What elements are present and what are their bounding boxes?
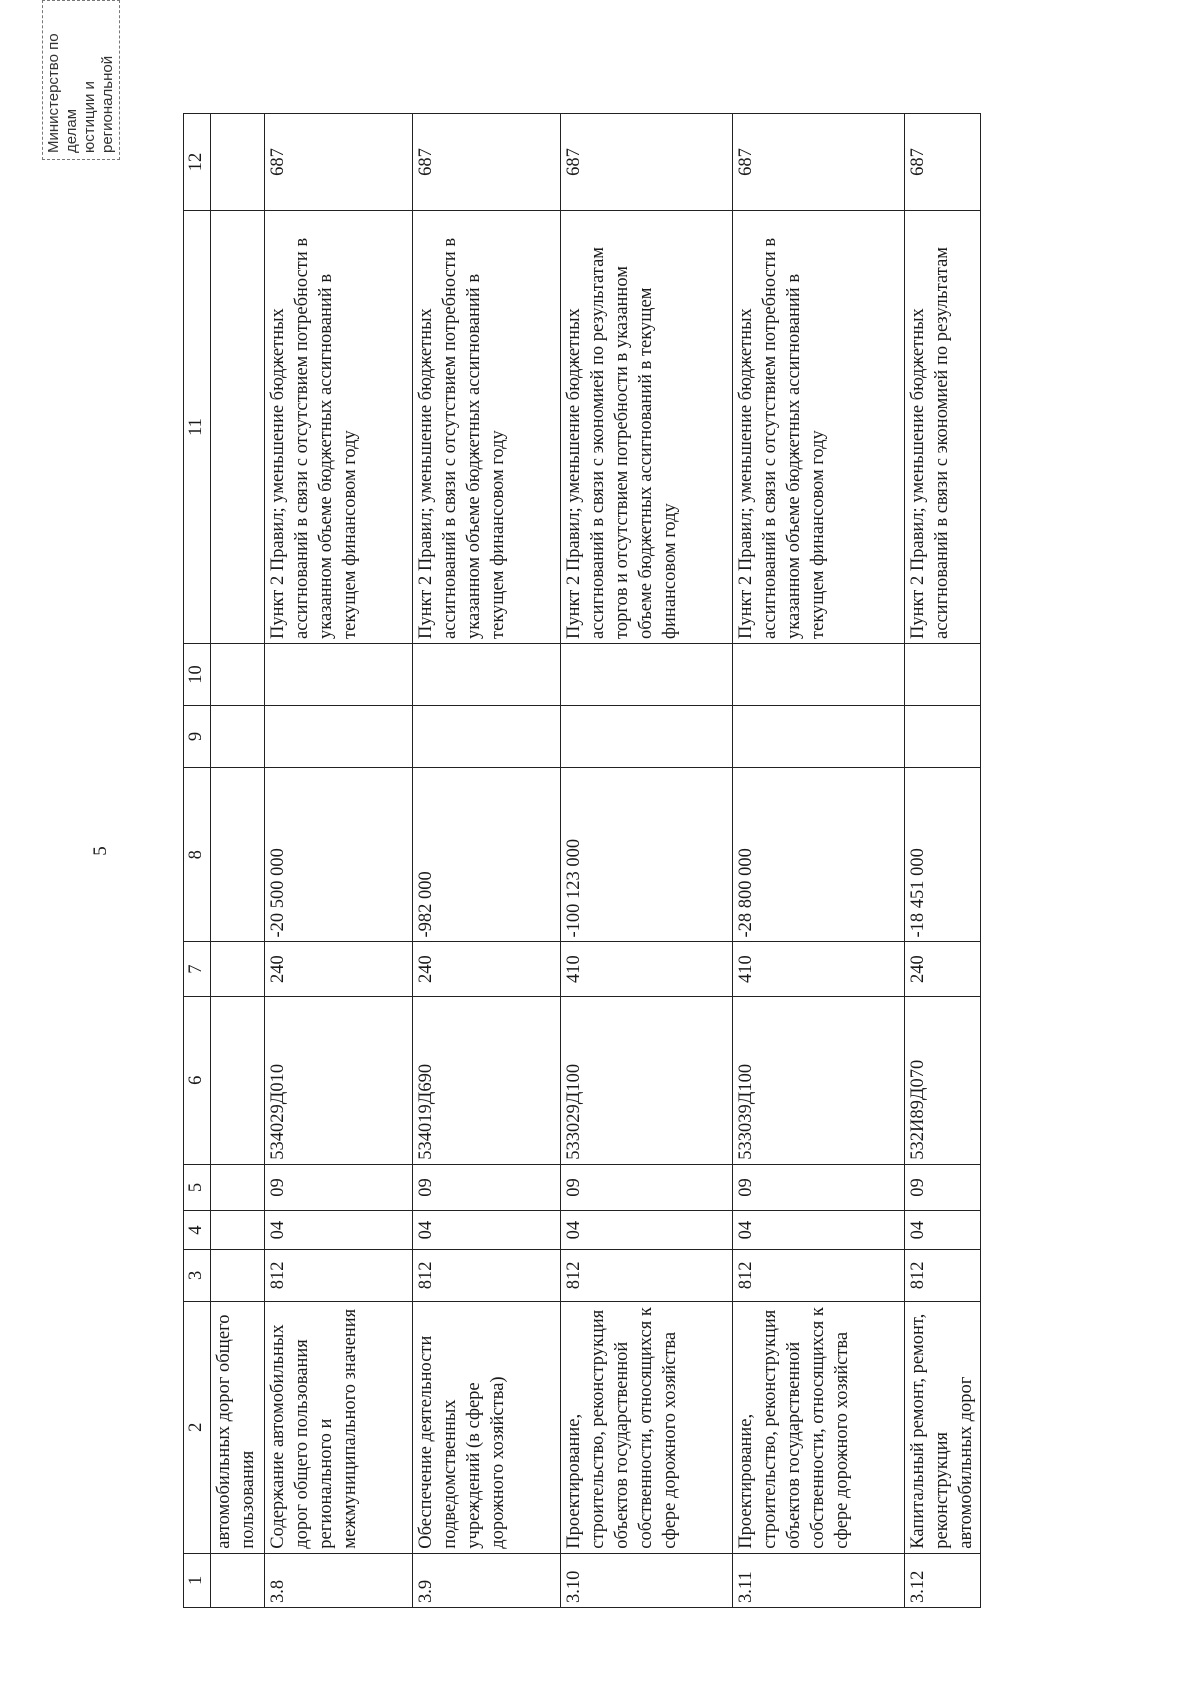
cell-name: Обеспечение деятельности подведомственных учреждений (в сфере дорожного хозяйства) — [413, 1301, 561, 1553]
cell-col10 — [561, 643, 733, 705]
cell-target: 534019Д690 — [413, 996, 561, 1164]
stamp-line: Министерство по делам — [45, 33, 80, 153]
cell-name: Проектирование, строительство, реконструкция объектов государственной собственности, относящихся к сфере дорожного хозяйства — [561, 1301, 733, 1553]
column-header: 10 — [184, 643, 211, 705]
cell-col9 — [211, 706, 265, 768]
cell-type: 410 — [561, 942, 733, 996]
column-header: 3 — [184, 1250, 211, 1302]
cell-type: 410 — [733, 942, 905, 996]
column-header: 2 — [184, 1301, 211, 1553]
cell-type: 240 — [265, 942, 413, 996]
cell-amount: -100 123 000 — [561, 768, 733, 942]
cell-amount — [211, 768, 265, 942]
cell-subsection: 09 — [561, 1164, 733, 1211]
cell-target: 532И89Д070 — [905, 996, 981, 1164]
cell-name: Проектирование, строительство, реконструкция объектов государственной собственности, относящихся к сфере дорожного хозяйства — [733, 1301, 905, 1553]
cell-amount: -20 500 000 — [265, 768, 413, 942]
cell-col9 — [561, 706, 733, 768]
cell-code: 812 — [561, 1250, 733, 1302]
cell-col12: 687 — [905, 114, 981, 211]
cell-name: Содержание автомобильных дорог общего пользования регионального и межмуниципального значения — [265, 1301, 413, 1553]
cell-basis: Пункт 2 Правил; уменьшение бюджетных ассигнований в связи с отсутствием потребности в указанном объеме бюджетных ассигнований в текущем финансовом году — [413, 211, 561, 644]
cell-section — [211, 1211, 265, 1250]
cell-col9 — [733, 706, 905, 768]
registration-stamp — [42, 0, 120, 160]
column-header: 6 — [184, 996, 211, 1164]
cell-col12: 687 — [413, 114, 561, 211]
column-header: 12 — [184, 114, 211, 211]
table-row — [905, 114, 981, 1608]
cell-col9 — [413, 706, 561, 768]
cell-type: 240 — [905, 942, 981, 996]
cell-code — [211, 1250, 265, 1302]
cell-basis: Пункт 2 Правил; уменьшение бюджетных ассигнований в связи с экономией по результатам торгов и отсутствием потребности в указанном объеме бюджетных ассигнований в текущем финансовом году — [561, 211, 733, 644]
cell-target: 533029Д100 — [561, 996, 733, 1164]
cell-subsection: 09 — [905, 1164, 981, 1211]
cell-section: 04 — [561, 1211, 733, 1250]
column-header: 8 — [184, 768, 211, 942]
cell-subsection: 09 — [733, 1164, 905, 1211]
cell-section: 04 — [905, 1211, 981, 1250]
table-row — [265, 114, 413, 1608]
cell-subsection: 09 — [265, 1164, 413, 1211]
column-header: 9 — [184, 706, 211, 768]
cell-col10 — [905, 643, 981, 705]
cell-section: 04 — [265, 1211, 413, 1250]
cell-basis: Пункт 2 Правил; уменьшение бюджетных ассигнований в связи с отсутствием потребности в указанном объеме бюджетных ассигнований в текущем финансовом году — [265, 211, 413, 644]
cell-section: 04 — [413, 1211, 561, 1250]
cell-target — [211, 996, 265, 1164]
budget-table — [183, 113, 981, 1608]
cell-col12: 687 — [561, 114, 733, 211]
cell-col12: 687 — [733, 114, 905, 211]
cell-subsection — [211, 1164, 265, 1211]
cell-number: 3.10 — [561, 1553, 733, 1607]
table-row — [413, 114, 561, 1608]
column-header: 1 — [184, 1553, 211, 1607]
cell-code: 812 — [905, 1250, 981, 1302]
cell-code: 812 — [413, 1250, 561, 1302]
cell-target: 533039Д100 — [733, 996, 905, 1164]
cell-col12 — [211, 114, 265, 211]
table-row — [211, 114, 265, 1608]
table-header-row — [184, 114, 211, 1608]
cell-number: 3.9 — [413, 1553, 561, 1607]
cell-basis — [211, 211, 265, 644]
cell-number: 3.11 — [733, 1553, 905, 1607]
cell-amount: -28 800 000 — [733, 768, 905, 942]
cell-col10 — [413, 643, 561, 705]
cell-number: 3.8 — [265, 1553, 413, 1607]
stamp-line: юстиции и региональной — [81, 55, 116, 153]
cell-target: 534029Д010 — [265, 996, 413, 1164]
cell-amount: -18 451 000 — [905, 768, 981, 942]
cell-name: Капитальный ремонт, ремонт, реконструкция автомобильных дорог — [905, 1301, 981, 1553]
column-header: 7 — [184, 942, 211, 996]
cell-number: 3.12 — [905, 1553, 981, 1607]
cell-code: 812 — [733, 1250, 905, 1302]
cell-basis: Пункт 2 Правил; уменьшение бюджетных ассигнований в связи с отсутствием потребности в указанном объеме бюджетных ассигнований в текущем финансовом году — [733, 211, 905, 644]
page-number: 5 — [90, 846, 111, 856]
cell-type — [211, 942, 265, 996]
cell-col10 — [211, 643, 265, 705]
cell-subsection: 09 — [413, 1164, 561, 1211]
cell-type: 240 — [413, 942, 561, 996]
cell-col10 — [733, 643, 905, 705]
cell-name: автомобильных дорог общего пользования — [211, 1301, 265, 1553]
cell-col12: 687 — [265, 114, 413, 211]
column-header: 11 — [184, 211, 211, 644]
table-row — [733, 114, 905, 1608]
cell-basis: Пункт 2 Правил; уменьшение бюджетных ассигнований в связи с экономией по результатам — [905, 211, 981, 644]
cell-col9 — [905, 706, 981, 768]
cell-col9 — [265, 706, 413, 768]
column-header: 4 — [184, 1211, 211, 1250]
cell-col10 — [265, 643, 413, 705]
table-row — [561, 114, 733, 1608]
cell-code: 812 — [265, 1250, 413, 1302]
cell-number — [211, 1553, 265, 1607]
cell-amount: -982 000 — [413, 768, 561, 942]
column-header: 5 — [184, 1164, 211, 1211]
cell-section: 04 — [733, 1211, 905, 1250]
